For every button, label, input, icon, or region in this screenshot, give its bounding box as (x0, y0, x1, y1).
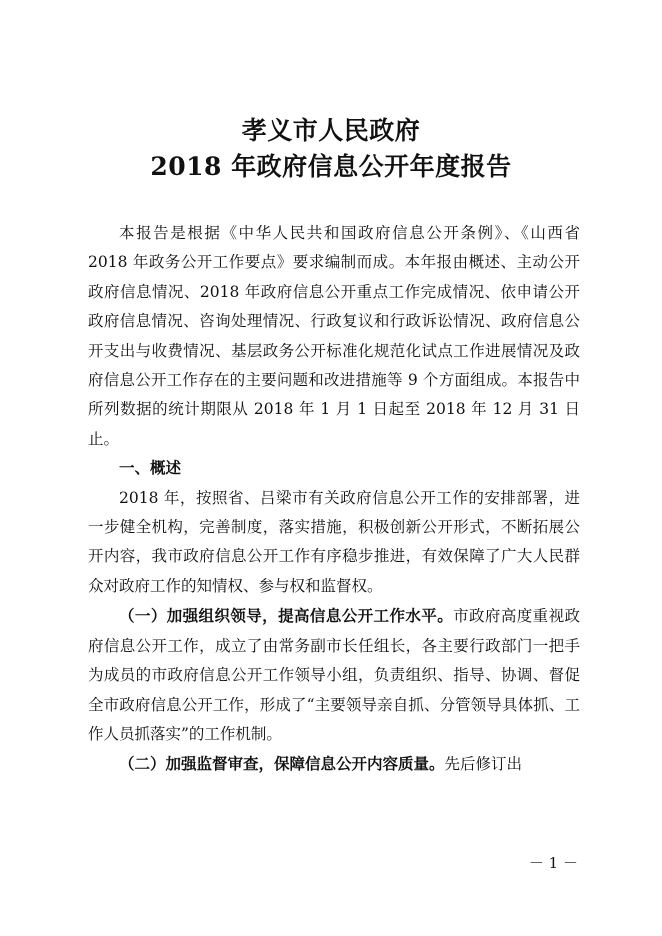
overview-paragraph: 2018 年，按照省、吕梁市有关政府信息公开工作的安排部署，进一步健全机构，完善制度，落实措施，积极创新公开形式，不断拓展公开内容，我市政府信息公开工作有序稳步推进，有效保障了广大人民群众对政府工作的知情权、参与权和监督权。 (88, 488, 580, 595)
subsection-2-paragraph (88, 749, 580, 779)
subsection-1-text: 市政府高度重视政府信息公开工作，成立了由常务副市长任组长，各主要行政部门一把手为成员的市政府信息公开工作领导小组，负责组织、指导、协调、督促全市政府信息公开工作，形成了“主要领导亲自抓、分管领导具体抓、工作人员抓落实”的工作机制。 (88, 607, 580, 743)
subsection-1-paragraph (88, 601, 580, 749)
intro-paragraph: 本报告是根据《中华人民共和国政府信息公开条例》、《山西省 2018 年政务公开工作要点》要求编制而成。本年报由概述、主动公开政府信息情况、2018 年政府信息公开重点工作完成情况、依申请公开政府信息情况、咨询处理情况、行政复议和行政诉讼情况、政府信息公开支出与收费情况、基层政务公开标准化规范化试点工作进展情况及政府信息公开工作存在的主要问题和改进措施等 9 个方面组成。本报告中所列数据的统计期限从 2018 年 1 月 1 日起至 2018 年 12 月 31 日止。 (88, 224, 580, 448)
page-number: － 1 － (528, 854, 578, 872)
subsection-1-heading: （一）加强组织领导，提高信息公开工作水平。 (119, 606, 454, 626)
document-title-line2: 2018 年政府信息公开年度报告 (150, 152, 512, 181)
section-heading-overview: 一、概述 (119, 459, 182, 478)
document-title-line1: 孝义市人民政府 (241, 116, 421, 145)
subsection-2-heading: （二）加强监督审查，保障信息公开内容质量。 (119, 754, 445, 774)
subsection-2-text: 先后修订出 (444, 755, 523, 774)
document-body (88, 219, 580, 780)
